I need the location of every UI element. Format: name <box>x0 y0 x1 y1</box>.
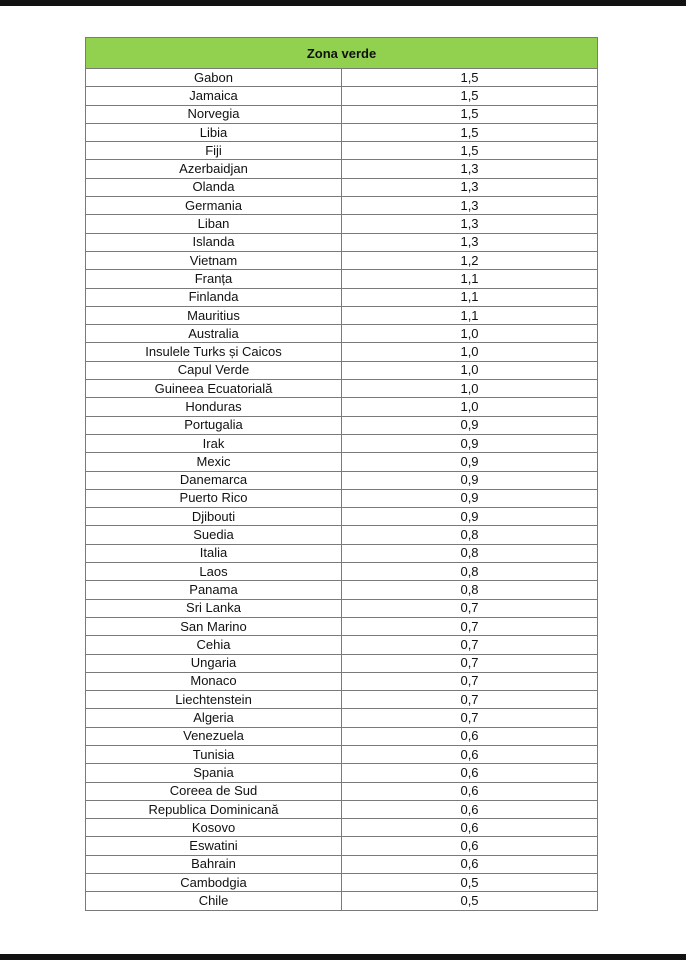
table-row <box>86 709 598 727</box>
table-row <box>86 453 598 471</box>
table-row <box>86 855 598 873</box>
country-cell: San Marino <box>86 617 342 635</box>
country-cell: Fiji <box>86 142 342 160</box>
country-cell: Irak <box>86 434 342 452</box>
value-cell: 0,5 <box>342 892 598 910</box>
table-row <box>86 306 598 324</box>
table-body <box>86 69 598 911</box>
table-row <box>86 434 598 452</box>
table-row <box>86 508 598 526</box>
zone-table <box>85 37 598 911</box>
table-row <box>86 471 598 489</box>
value-cell: 0,7 <box>342 599 598 617</box>
country-cell: Azerbaidjan <box>86 160 342 178</box>
table-row <box>86 197 598 215</box>
table-row <box>86 819 598 837</box>
table-row <box>86 617 598 635</box>
value-cell: 1,0 <box>342 325 598 343</box>
table-row <box>86 581 598 599</box>
value-cell: 0,8 <box>342 526 598 544</box>
country-cell: Germania <box>86 197 342 215</box>
value-cell: 1,3 <box>342 233 598 251</box>
value-cell: 0,8 <box>342 544 598 562</box>
value-cell: 0,8 <box>342 581 598 599</box>
table-row <box>86 745 598 763</box>
value-cell: 0,9 <box>342 453 598 471</box>
country-cell: Olanda <box>86 178 342 196</box>
value-cell: 0,9 <box>342 471 598 489</box>
country-cell: Spania <box>86 764 342 782</box>
country-cell: Finlanda <box>86 288 342 306</box>
value-cell: 1,3 <box>342 178 598 196</box>
country-cell: Liban <box>86 215 342 233</box>
table-row <box>86 178 598 196</box>
country-cell: Sri Lanka <box>86 599 342 617</box>
country-cell: Capul Verde <box>86 361 342 379</box>
country-cell: Suedia <box>86 526 342 544</box>
country-cell: Jamaica <box>86 87 342 105</box>
value-cell: 0,6 <box>342 855 598 873</box>
value-cell: 1,0 <box>342 343 598 361</box>
country-cell: Tunisia <box>86 745 342 763</box>
country-cell: Eswatini <box>86 837 342 855</box>
country-cell: Islanda <box>86 233 342 251</box>
country-cell: Djibouti <box>86 508 342 526</box>
table-row <box>86 672 598 690</box>
table-row <box>86 892 598 910</box>
value-cell: 0,9 <box>342 489 598 507</box>
value-cell: 1,5 <box>342 69 598 87</box>
country-cell: Mexic <box>86 453 342 471</box>
table-row <box>86 288 598 306</box>
country-cell: Cehia <box>86 636 342 654</box>
value-cell: 1,1 <box>342 288 598 306</box>
value-cell: 0,6 <box>342 745 598 763</box>
table-row <box>86 160 598 178</box>
value-cell: 0,7 <box>342 654 598 672</box>
value-cell: 0,6 <box>342 800 598 818</box>
table-row <box>86 270 598 288</box>
value-cell: 1,0 <box>342 380 598 398</box>
table-header-row <box>86 38 598 69</box>
country-cell: Guineea Ecuatorială <box>86 380 342 398</box>
country-cell: Franța <box>86 270 342 288</box>
country-cell: Australia <box>86 325 342 343</box>
table-row <box>86 654 598 672</box>
table-row <box>86 398 598 416</box>
country-cell: Mauritius <box>86 306 342 324</box>
country-cell: Danemarca <box>86 471 342 489</box>
table-row <box>86 837 598 855</box>
value-cell: 1,2 <box>342 251 598 269</box>
table-row <box>86 215 598 233</box>
value-cell: 1,3 <box>342 160 598 178</box>
country-cell: Gabon <box>86 69 342 87</box>
country-cell: Kosovo <box>86 819 342 837</box>
value-cell: 1,1 <box>342 270 598 288</box>
country-cell: Norvegia <box>86 105 342 123</box>
value-cell: 1,3 <box>342 215 598 233</box>
table-row <box>86 105 598 123</box>
table-row <box>86 123 598 141</box>
table-row <box>86 325 598 343</box>
value-cell: 0,7 <box>342 636 598 654</box>
country-cell: Monaco <box>86 672 342 690</box>
value-cell: 0,6 <box>342 727 598 745</box>
value-cell: 1,5 <box>342 123 598 141</box>
value-cell: 0,9 <box>342 416 598 434</box>
country-cell: Ungaria <box>86 654 342 672</box>
country-cell: Algeria <box>86 709 342 727</box>
value-cell: 1,0 <box>342 361 598 379</box>
country-cell: Cambodgia <box>86 874 342 892</box>
value-cell: 1,5 <box>342 105 598 123</box>
value-cell: 1,1 <box>342 306 598 324</box>
table-row <box>86 489 598 507</box>
table-row <box>86 727 598 745</box>
country-cell: Honduras <box>86 398 342 416</box>
value-cell: 0,6 <box>342 837 598 855</box>
country-cell: Insulele Turks și Caicos <box>86 343 342 361</box>
country-cell: Laos <box>86 563 342 581</box>
table-row <box>86 87 598 105</box>
table-row <box>86 416 598 434</box>
value-cell: 0,7 <box>342 709 598 727</box>
value-cell: 0,9 <box>342 434 598 452</box>
value-cell: 0,7 <box>342 672 598 690</box>
country-cell: Libia <box>86 123 342 141</box>
table-header-title: Zona verde <box>86 38 598 69</box>
value-cell: 1,0 <box>342 398 598 416</box>
table-row <box>86 361 598 379</box>
value-cell: 1,3 <box>342 197 598 215</box>
country-cell: Panama <box>86 581 342 599</box>
table-row <box>86 800 598 818</box>
country-cell: Vietnam <box>86 251 342 269</box>
value-cell: 1,5 <box>342 142 598 160</box>
table-row <box>86 142 598 160</box>
table-row <box>86 764 598 782</box>
country-cell: Bahrain <box>86 855 342 873</box>
table-row <box>86 251 598 269</box>
country-cell: Republica Dominicană <box>86 800 342 818</box>
table-row <box>86 233 598 251</box>
table-row <box>86 380 598 398</box>
value-cell: 0,9 <box>342 508 598 526</box>
value-cell: 0,5 <box>342 874 598 892</box>
table-row <box>86 343 598 361</box>
table-row <box>86 69 598 87</box>
table-row <box>86 544 598 562</box>
table-row <box>86 691 598 709</box>
table-row <box>86 599 598 617</box>
value-cell: 1,5 <box>342 87 598 105</box>
value-cell: 0,8 <box>342 563 598 581</box>
value-cell: 0,7 <box>342 617 598 635</box>
value-cell: 0,6 <box>342 819 598 837</box>
country-cell: Coreea de Sud <box>86 782 342 800</box>
table-row <box>86 782 598 800</box>
value-cell: 0,6 <box>342 782 598 800</box>
value-cell: 0,6 <box>342 764 598 782</box>
table-row <box>86 526 598 544</box>
document-page <box>0 6 686 954</box>
country-cell: Italia <box>86 544 342 562</box>
country-cell: Portugalia <box>86 416 342 434</box>
value-cell: 0,7 <box>342 691 598 709</box>
country-cell: Chile <box>86 892 342 910</box>
country-cell: Puerto Rico <box>86 489 342 507</box>
table-row <box>86 563 598 581</box>
table-row <box>86 636 598 654</box>
country-cell: Liechtenstein <box>86 691 342 709</box>
country-cell: Venezuela <box>86 727 342 745</box>
screen-frame-bottom <box>0 954 686 960</box>
table-row <box>86 874 598 892</box>
